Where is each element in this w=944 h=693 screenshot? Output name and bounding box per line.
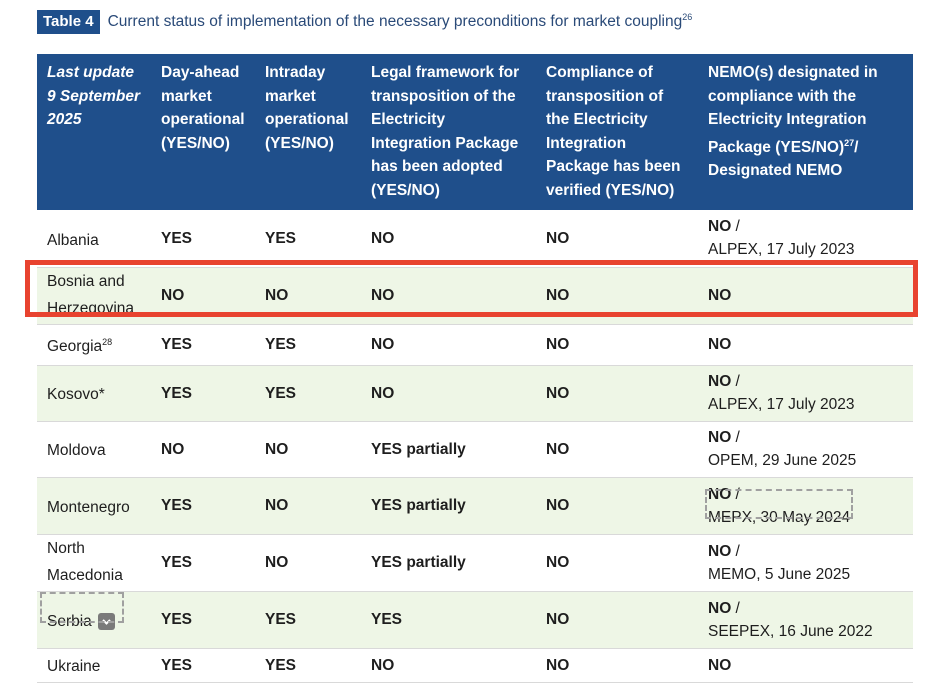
country-cell: Bosnia and Herzegovina [37,267,151,324]
nemo-cell: NO / ALPEX, 17 July 2023 [698,365,913,421]
nemo-cell: NO / ALPEX, 17 July 2023 [698,210,913,267]
intraday-cell: NO [255,477,361,534]
country-cell: Albania [37,210,151,267]
header-intraday: Intraday market operational (YES/NO) [255,54,361,210]
table-row [37,324,913,365]
legal-cell: YES partially [361,534,536,591]
table-row [37,267,913,324]
nemo-cell: NO [698,648,913,682]
country-cell: Serbia [37,591,151,648]
table-row [37,210,913,267]
table-tag: Table 4 [37,10,100,34]
intraday-cell: NO [255,534,361,591]
compliance-cell: NO [536,648,698,682]
header-day-ahead: Day-ahead market operational (YES/NO) [151,54,255,210]
intraday-cell: YES [255,365,361,421]
compliance-cell: NO [536,267,698,324]
compliance-cell: NO [536,534,698,591]
compliance-cell: NO [536,324,698,365]
legal-cell: YES [361,591,536,648]
compliance-cell: NO [536,477,698,534]
table-row [37,477,913,534]
day-ahead-cell: YES [151,210,255,267]
legal-cell: YES partially [361,477,536,534]
preconditions-table [37,54,913,683]
compliance-cell: NO [536,421,698,477]
country-cell: Moldova [37,421,151,477]
table-row [37,534,913,591]
header-last-update: Last update 9 September 2025 [37,54,151,210]
nemo-cell: NO / MEMO, 5 June 2025 [698,534,913,591]
table-caption [37,10,692,34]
intraday-cell: YES [255,648,361,682]
day-ahead-cell: YES [151,648,255,682]
header-nemo: NEMO(s) designated in compliance with the Electricity Integration Package $(YES/NO)^{27}/$ Designated NEMO [698,54,913,210]
day-ahead-cell: YES [151,591,255,648]
table-row [37,365,913,421]
table-header-row [37,54,913,210]
legal-cell: NO [361,324,536,365]
nemo-cell: NO / OPEM, 29 June 2025 [698,421,913,477]
chevron-down-icon[interactable] [98,613,115,630]
table-row [37,421,913,477]
nemo-cell: NO / MEPX, 30 May 2024 [698,477,913,534]
nemo-cell: NO [698,267,913,324]
legal-cell: NO [361,365,536,421]
nemo-cell: NO [698,324,913,365]
legal-cell: YES partially [361,421,536,477]
intraday-cell: YES [255,324,361,365]
compliance-cell: NO [536,365,698,421]
day-ahead-cell: YES [151,324,255,365]
compliance-cell: NO [536,591,698,648]
table-row [37,591,913,648]
country-cell: Ukraine [37,648,151,682]
intraday-cell: YES [255,210,361,267]
country-cell: North Macedonia [37,534,151,591]
legal-cell: NO [361,648,536,682]
nemo-cell: NO / SEEPEX, 16 June 2022 [698,591,913,648]
title-footnote: 26 [682,12,693,23]
day-ahead-cell: NO [151,421,255,477]
legal-cell: NO [361,210,536,267]
country-cell: Kosovo* [37,365,151,421]
day-ahead-cell: YES [151,534,255,591]
compliance-cell: NO [536,210,698,267]
intraday-cell: NO [255,267,361,324]
intraday-cell: NO [255,421,361,477]
table-title: Current status of implementation of the necessary preconditions for market coupling$^{26}$ [107,12,693,31]
header-legal-framework: Legal framework for transposition of the Electricity Integration Package has been adopted (YES/NO) [361,54,536,210]
day-ahead-cell: YES [151,477,255,534]
country-cell: Montenegro [37,477,151,534]
country-cell: Georgia$^{28}$ [37,324,151,365]
day-ahead-cell: YES [151,365,255,421]
header-compliance: Compliance of transposition of the Electricity Integration Package has been verified (YES/NO) [536,54,698,210]
table-row [37,648,913,682]
day-ahead-cell: NO [151,267,255,324]
legal-cell: NO [361,267,536,324]
intraday-cell: YES [255,591,361,648]
